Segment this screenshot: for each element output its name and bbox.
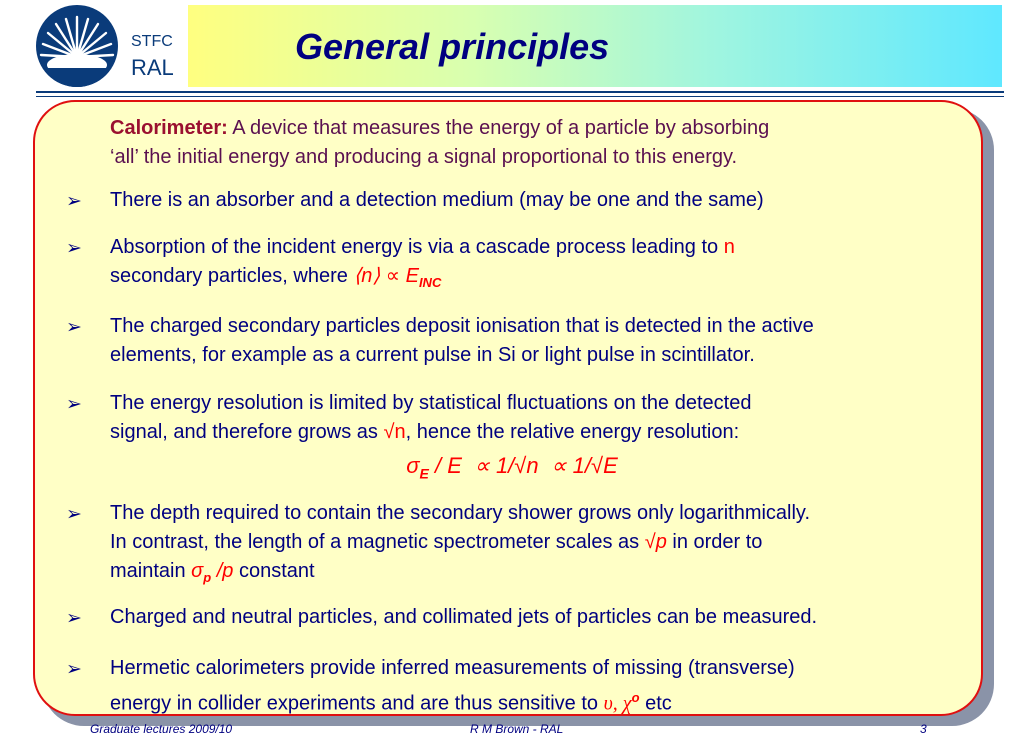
definition-line-1: A device that measures the energy of a particle by absorbing	[227, 117, 770, 139]
org-name-ral: RAL	[131, 55, 174, 80]
bullet-text: , hence the relative energy resolution:	[405, 421, 740, 443]
eq-sigma: σ	[406, 453, 420, 478]
bullet-text: energy in collider experiments and are thus sensitive to	[110, 692, 604, 715]
definition-label: Calorimeter:	[110, 117, 228, 139]
bullet-text: Hermetic calorimeters provide inferred measurements of missing (transverse)	[110, 657, 795, 679]
footer-course: Graduate lectures 2009/10	[90, 722, 233, 736]
bullet-text: The charged secondary particles deposit ionisation that is detected in the active	[110, 315, 814, 337]
org-name-stfc: STFC	[131, 33, 173, 50]
eq-rest: / E ∝ 1/√n ∝ 1/√E	[428, 453, 618, 478]
formula-subscript-inc: INC	[418, 275, 442, 290]
bullet-text: In contrast, the length of a magnetic spectrometer scales as	[110, 531, 645, 553]
bullet-depth	[110, 499, 970, 592]
bullet-hermetic	[110, 654, 970, 719]
stfc-sunburst-logo	[36, 5, 118, 87]
bullet-text: signal, and therefore grows as	[110, 421, 384, 443]
bullet-arrow-icon: ➢	[66, 191, 82, 212]
bullet-cascade	[110, 233, 970, 297]
footer-author: R M Brown - RAL	[470, 722, 564, 736]
bullet-text: The energy resolution is limited by statistical fluctuations on the detected	[110, 392, 752, 414]
bullet-arrow-icon: ➢	[66, 317, 82, 338]
slide-title: General principles	[295, 26, 610, 67]
bullet-absorber	[110, 186, 970, 215]
bullet-text: The depth required to contain the secondary shower grows only logarithmically.	[110, 502, 810, 524]
bullet-text: constant	[233, 560, 315, 582]
bullet-arrow-icon: ➢	[66, 504, 82, 525]
calorimeter-definition	[110, 114, 970, 172]
symbol-superscript-o: o	[631, 690, 640, 705]
definition-line-2: ‘all’ the initial energy and producing a signal proportional to this energy.	[110, 146, 738, 168]
bullet-text: Absorption of the incident energy is via a cascade process leading to	[110, 236, 724, 258]
bullet-arrow-icon: ➢	[66, 608, 82, 629]
formula-mean-n: ⟨n⟩	[353, 265, 381, 287]
bullet-text: maintain	[110, 560, 192, 582]
bullet-text: in order to	[666, 531, 763, 553]
footer-page-number: 3	[920, 722, 927, 736]
symbol-over-p: /p	[211, 560, 234, 582]
eq-subscript-e: E	[419, 465, 429, 482]
bullet-text: etc	[639, 692, 672, 715]
bullet-text: elements, for example as a current pulse in Si or light pulse in scintillator.	[110, 344, 755, 366]
resolution-equation	[0, 453, 1024, 481]
header-rule	[36, 91, 1004, 93]
bullet-arrow-icon: ➢	[66, 394, 82, 415]
symbol-sqrt-n: √n	[383, 421, 406, 443]
bullet-arrow-icon: ➢	[66, 659, 82, 680]
header-rule-thin	[36, 96, 1004, 97]
bullet-text: Charged and neutral particles, and collimated jets of particles can be measured.	[110, 606, 818, 628]
bullet-particles	[110, 603, 970, 632]
formula-energy: E	[405, 265, 419, 287]
symbol-sigma: σ	[191, 560, 204, 582]
bullet-text: There is an absorber and a detection medium (may be one and the same)	[110, 189, 764, 211]
bullet-ionisation	[110, 312, 970, 370]
symbol-n: n	[723, 236, 735, 258]
symbol-nu-chi: υ, χ	[603, 692, 632, 715]
bullet-text: secondary particles, where	[110, 265, 354, 287]
bullet-resolution	[110, 389, 970, 447]
formula-proportional: ∝	[380, 265, 406, 287]
symbol-subscript-p: p	[203, 570, 212, 585]
bullet-arrow-icon: ➢	[66, 238, 82, 259]
symbol-sqrt-p: √p	[644, 531, 667, 553]
